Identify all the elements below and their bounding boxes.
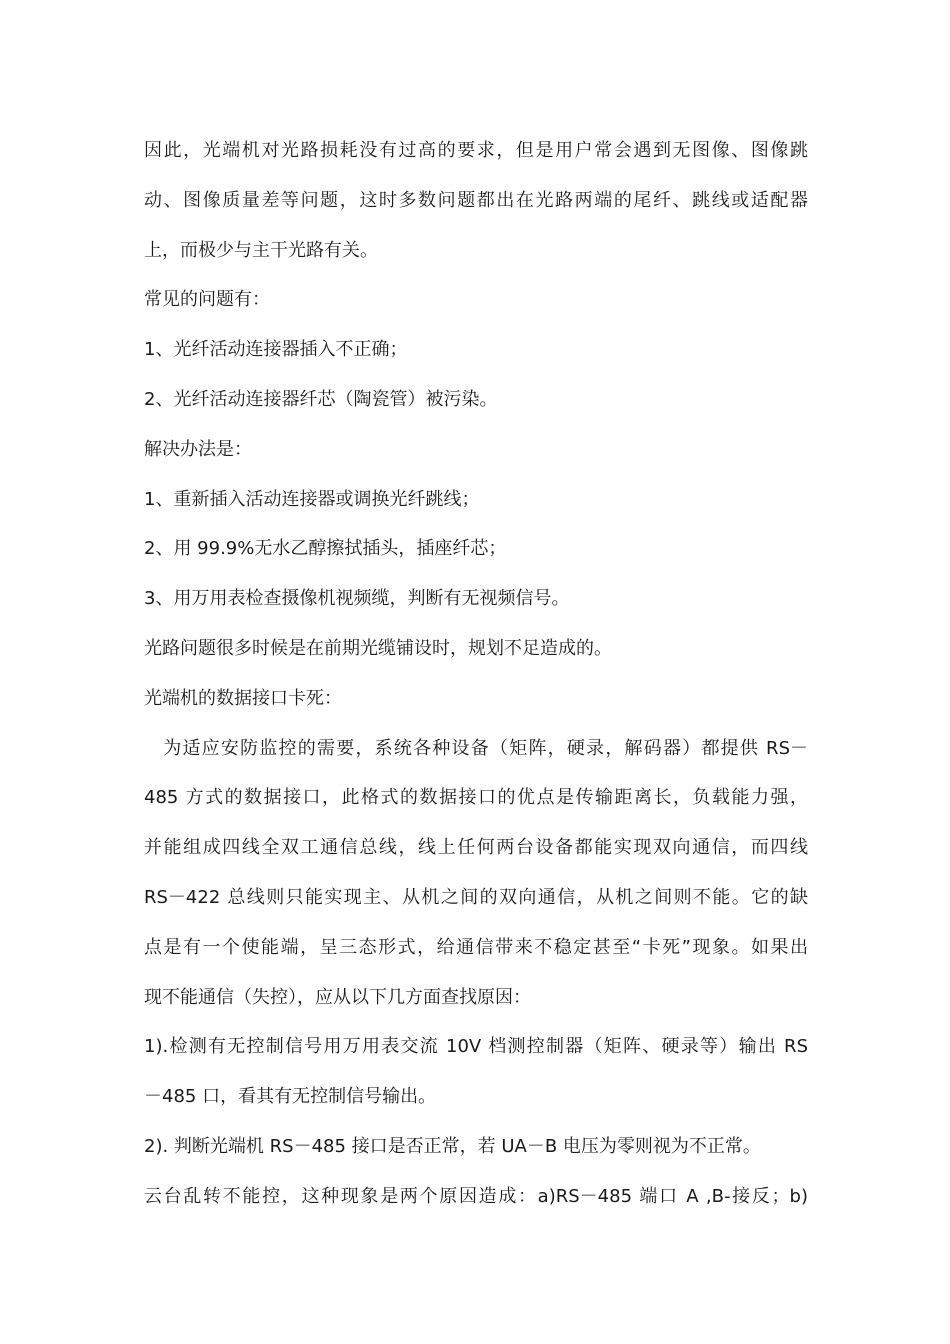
text-line-3: 上，而极少与主干光路有关。 [144, 239, 378, 261]
text-line-5: 1、光纤活动连接器插入不正确； [144, 339, 408, 361]
text-line-6: 2、光纤活动连接器纤芯（陶瓷管）被污染。 [144, 388, 498, 410]
text-line-2: 动、图像质量差等问题，这时多数问题都出在光路两端的尾纤、跳线或适配器 [144, 189, 808, 211]
text-line-16: RS－422 总线则只能实现主、从机之间的双向通信，从机之间则不能。它的缺 [144, 886, 808, 908]
text-line-20: －485 口，看其有无控制信号输出。 [144, 1086, 437, 1108]
text-line-8: 1、重新插入活动连接器或调换光纤跳线； [144, 488, 480, 510]
text-line-7: 解决办法是： [144, 438, 252, 460]
text-line-13: 为适应安防监控的需要，系统各种设备（矩阵，硬录，解码器）都提供 RS－ [144, 737, 808, 759]
text-line-17: 点是有一个使能端，呈三态形式，给通信带来不稳定甚至“卡死”现象。如果出 [144, 936, 808, 958]
text-line-11: 光路问题很多时候是在前期光缆铺设时，规划不足造成的。 [144, 637, 612, 659]
text-line-10: 3、用万用表检查摄像机视频缆，判断有无视频信号。 [144, 588, 570, 610]
document-body [144, 126, 808, 1222]
text-line-9: 2、用 99.9%无水乙醇擦拭插头，插座纤芯； [144, 538, 507, 560]
text-line-14: 485 方式的数据接口，此格式的数据接口的优点是传输距离长，负载能力强， [144, 787, 808, 809]
text-line-18: 现不能通信（失控），应从以下几方面查找原因： [144, 986, 531, 1008]
text-line-4: 常见的问题有： [144, 289, 270, 311]
text-line-19: 1).检测有无控制信号用万用表交流 10V 档测控制器（矩阵、硬录等）输出 RS [144, 1036, 808, 1058]
text-line-15: 并能组成四线全双工通信总线，线上任何两台设备都能实现双向通信，而四线 [144, 837, 808, 859]
text-line-12: 光端机的数据接口卡死： [144, 687, 342, 709]
text-line-22: 云台乱转不能控，这种现象是两个原因造成：a)RS－485 端口 A ,B-接反；b) [144, 1185, 808, 1207]
text-line-1: 因此，光端机对光路损耗没有过高的要求，但是用户常会遇到无图像、图像跳 [144, 140, 808, 161]
text-line-21: 2). 判断光端机 RS－485 接口是否正常，若 UA－B 电压为零则视为不正常。 [144, 1135, 761, 1157]
